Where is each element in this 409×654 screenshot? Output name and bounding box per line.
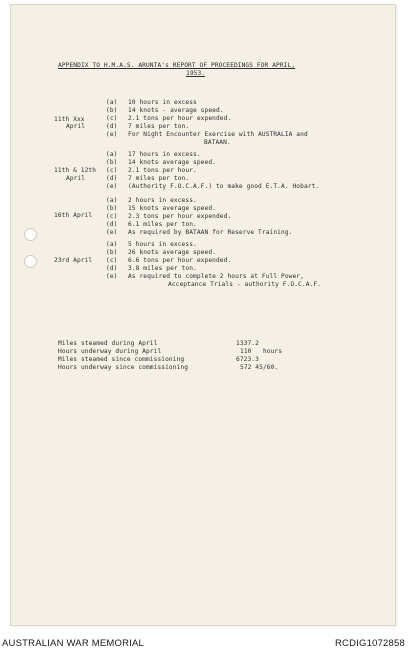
item-letter: (c) (106, 257, 118, 264)
summary-value: 572 45/60. (240, 364, 279, 371)
summary-value: 6723.3 (236, 356, 259, 363)
item-letter: (a) (106, 151, 118, 158)
item-text: 17 hours in excess. (128, 151, 201, 158)
item-text: 2.3 tons per hour expended. (128, 213, 232, 220)
item-text: 5 hours in excess. (128, 241, 197, 248)
summary-value: 110 hours (240, 348, 283, 355)
footer-record-id: RCDIG1072858 (335, 638, 405, 649)
item-text: 2 hours in excess. (128, 197, 197, 204)
item-letter: (e) (106, 183, 118, 190)
item-text: 7 miles per ton. (128, 123, 190, 130)
item-text-continuation: Acceptance Trials - authority F.O.C.A.F. (168, 281, 322, 288)
item-text: 6.1 miles per ton. (128, 221, 197, 228)
item-text: 2.1 tons per hour expended. (128, 115, 232, 122)
summary-value: 1337.2 (236, 340, 259, 347)
item-letter: (d) (106, 221, 118, 228)
entry-date: 16th April (54, 212, 93, 219)
item-text: 3.8 miles per ton. (128, 265, 197, 272)
item-letter: (a) (106, 99, 118, 106)
entry-date: 23rd April (54, 257, 93, 264)
item-letter: (c) (106, 213, 118, 220)
item-letter: (a) (106, 197, 118, 204)
punch-hole (24, 228, 37, 241)
summary-label: Hours underway since commissioning (58, 364, 189, 371)
item-letter: (b) (106, 107, 118, 114)
item-letter: (c) (106, 115, 118, 122)
item-text: 10 hours in excess (128, 99, 197, 106)
appendix-year: 1953. (186, 70, 206, 77)
item-text: 15 knots average speed. (128, 205, 216, 212)
item-letter: (d) (106, 265, 118, 272)
item-letter: (b) (106, 249, 118, 256)
summary-label: Miles steamed during April (58, 340, 158, 347)
entry-date: 11th Xxx (54, 116, 85, 123)
item-text: 7 miles per ton. (128, 175, 190, 182)
document-page (10, 4, 396, 626)
item-text: As required to complete 2 hours at Full Power, (128, 273, 304, 280)
item-letter: (e) (106, 273, 118, 280)
item-text: 14 knots average speed. (128, 159, 216, 166)
item-text: For Night Encounter Exercise with AUSTRALIA and (128, 131, 308, 138)
item-letter: (b) (106, 205, 118, 212)
punch-hole (24, 255, 37, 268)
item-text: 6.6 tons per hour expended. (128, 257, 232, 264)
item-text: 26 knots average speed. (128, 249, 216, 256)
item-letter: (d) (106, 175, 118, 182)
entry-date: 11th & 12th (54, 167, 97, 174)
entry-date: April (66, 175, 86, 182)
item-letter: (e) (106, 229, 118, 236)
item-letter: (b) (106, 159, 118, 166)
item-letter: (e) (106, 131, 118, 138)
footer-source: AUSTRALIAN WAR MEMORIAL (2, 638, 145, 649)
item-text-continuation: BATAAN. (204, 139, 231, 146)
item-text: (Authority F.O.C.A.F.) to make good E.T.A. Hobart. (128, 183, 320, 190)
summary-label: Miles steamed since commissioning (58, 356, 185, 363)
item-letter: (a) (106, 241, 118, 248)
item-letter: (d) (106, 123, 118, 130)
item-text: As required by BATAAN for Reserve Training. (128, 229, 293, 236)
summary-label: Hours underway during April (58, 348, 162, 355)
item-letter: (c) (106, 167, 118, 174)
entry-date: April (66, 123, 86, 130)
item-text: 2.1 tons per hour. (128, 167, 197, 174)
item-text: 14 knots - average speed. (128, 107, 224, 114)
appendix-title: APPENDIX TO H.M.A.S. ARUNTA's REPORT OF PROCEEDINGS FOR APRIL, (58, 62, 296, 69)
